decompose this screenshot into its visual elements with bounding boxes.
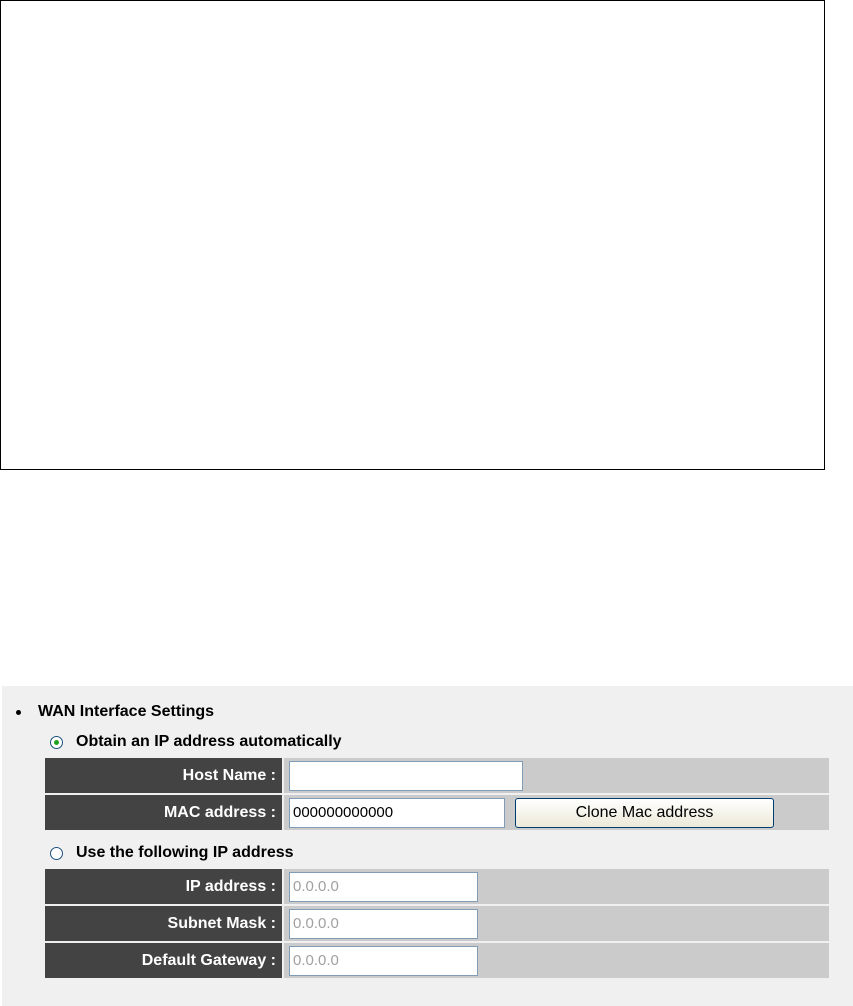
subnet-mask-row — [45, 906, 829, 941]
host-name-label: Host Name : — [45, 758, 282, 793]
subnet-mask-label: Subnet Mask : — [45, 906, 282, 941]
wan-settings-panel — [2, 686, 853, 1006]
bullet-icon — [16, 710, 21, 715]
default-gateway-cell — [284, 943, 829, 978]
default-gateway-row — [45, 943, 829, 978]
mac-address-label: MAC address : — [45, 795, 282, 830]
radio-checked-icon[interactable] — [50, 736, 63, 749]
section-heading — [16, 703, 214, 721]
radio-auto-ip[interactable] — [50, 733, 342, 751]
radio-auto-ip-label: Obtain an IP address automatically — [76, 733, 342, 750]
mac-address-cell — [284, 795, 829, 830]
default-gateway-input[interactable] — [289, 946, 478, 976]
radio-static-ip[interactable] — [50, 844, 294, 862]
host-name-input[interactable] — [289, 761, 523, 791]
radio-static-ip-label: Use the following IP address — [76, 844, 294, 861]
ip-address-label: IP address : — [45, 869, 282, 904]
ip-address-row — [45, 869, 829, 904]
section-title: WAN Interface Settings — [38, 703, 215, 720]
clone-mac-button[interactable]: Clone Mac address — [515, 798, 774, 828]
radio-unchecked-icon[interactable] — [50, 847, 63, 860]
ip-address-input[interactable] — [289, 872, 478, 902]
host-name-row — [45, 758, 829, 793]
mac-address-row — [45, 795, 829, 830]
default-gateway-label: Default Gateway : — [45, 943, 282, 978]
subnet-mask-input[interactable] — [289, 909, 478, 939]
ip-address-cell — [284, 869, 829, 904]
host-name-cell — [284, 758, 829, 793]
mac-address-input[interactable] — [289, 798, 505, 828]
subnet-mask-cell — [284, 906, 829, 941]
blank-frame — [0, 0, 825, 470]
